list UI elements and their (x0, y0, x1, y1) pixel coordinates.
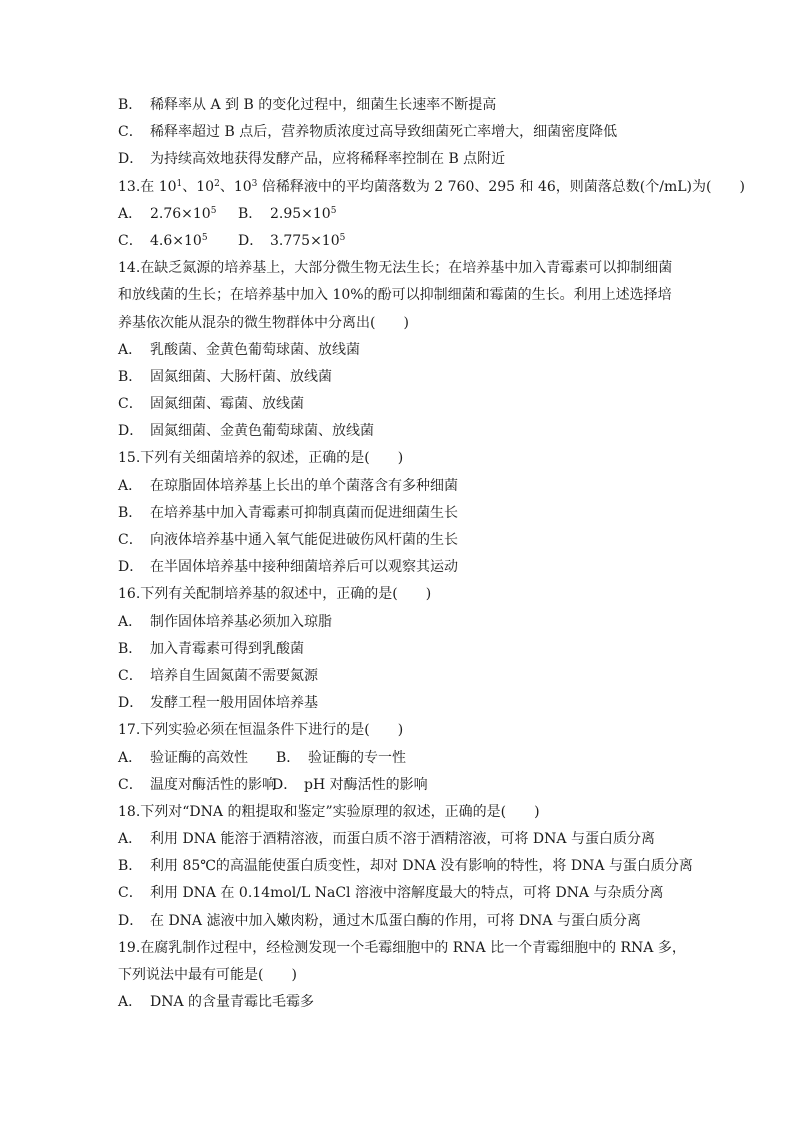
option-value: $3.775\times 10^5$ (270, 232, 346, 249)
q18-stem: 18.下列对“DNA 的粗提取和鉴定”实验原理的叙述，正确的是( ) (118, 803, 540, 820)
q14-stem-line: 14.在缺乏氮源的培养基上，大部分微生物无法生长；在培养基中加入青霉素可以抑制细菌 (118, 260, 673, 277)
q16-option-d: D． 发酵工程一般用固体培养基 (118, 695, 318, 712)
q13-options-cd (118, 228, 688, 255)
option-label: B． (238, 205, 263, 222)
q15-option-c: C． 向液体培养基中通入氧气能促进破伤风杆菌的生长 (118, 532, 458, 548)
q12-option-b (118, 92, 688, 119)
q14-option-b: B． 固氮细菌、大肠杆菌、放线菌 (118, 368, 332, 385)
q15-option-b: B． 在培养基中加入青霉素可抑制真菌而促进细菌生长 (118, 504, 458, 521)
q18-option-a: A． 利用 DNA 能溶于酒精溶液，而蛋白质不溶于酒精溶液，可将 DNA 与蛋白质分离 (118, 831, 655, 848)
q12-option-d (118, 146, 688, 173)
option-text: 稀释率从 A 到 B 的变化过程中，细菌生长速率不断提高 (150, 97, 497, 113)
q14-option-c: C． 固氮细菌、霉菌、放线菌 (118, 396, 304, 413)
option-label: D． (238, 232, 264, 249)
q16-stem: 16.下列有关配制培养基的叙述中，正确的是( ) (118, 586, 432, 603)
q18-option-c: C． 利用 DNA 在 0.14mol/L NaCl 溶液中溶解度最大的特点，可将 DNA 与杂质分离 (118, 885, 664, 902)
q14-stem-line: 养基依次能从混杂的微生物群体中分离出( ) (118, 314, 409, 331)
option-label: A． (118, 205, 143, 222)
option-text: 为持续高效地获得发酵产品，应将稀释率控制在 B 点附近 (150, 151, 506, 168)
q15-option-a: A． 在琼脂固体培养基上长出的单个菌落含有多种细菌 (118, 477, 458, 494)
q16-option-c: C． 培养自生固氮菌不需要氮源 (118, 667, 318, 684)
q18-option-d: D． 在 DNA 滤液中加入嫩肉粉，通过木瓜蛋白酶的作用，可将 DNA 与蛋白质分离 (118, 912, 641, 929)
q17-stem: 17.下列实验必须在恒温条件下进行的是( ) (118, 722, 404, 739)
q15-stem: 15.下列有关细菌培养的叙述，正确的是( ) (118, 450, 404, 467)
option-label: B． (118, 97, 143, 113)
option-label: C． (118, 124, 143, 141)
q13-stem: 13.在 $10^1$、$10^2$、$10^3$ 倍稀释液中的平均菌落数为 2 760、295 和 46，则菌落总数(个/mL)为( ) (118, 178, 745, 195)
q12-option-c (118, 119, 688, 146)
option-value: $2.76\times 10^5$ (150, 205, 217, 222)
q13-options-ab (118, 201, 688, 228)
option-value: $4.6\times 10^5$ (150, 232, 208, 249)
q18-option-b: B． 利用 85℃的高温能使蛋白质变性，却对 DNA 没有影响的特性，将 DNA 与蛋白质分离 (118, 858, 693, 875)
q15-option-d: D． 在半固体培养基中接种细菌培养后可以观察其运动 (118, 559, 458, 576)
option-label: D． (118, 151, 144, 168)
q16-option-b: B． 加入青霉素可得到乳酸菌 (118, 640, 304, 657)
q19-option-a: A． DNA 的含量青霉比毛霉多 (118, 994, 315, 1011)
q19-stem-line: 19.在腐乳制作过程中，经检测发现一个毛霉细胞中的 RNA 比一个青霉细胞中的 RNA 多， (118, 939, 686, 956)
option-text: 稀释率超过 B 点后，营养物质浓度过高导致细菌死亡率增大，细菌密度降低 (150, 124, 618, 141)
q14-stem-line: 和放线菌的生长；在培养基中加入 10%的酚可以抑制细菌和霉菌的生长。利用上述选择培 (118, 287, 672, 304)
q17-options-ab: A． 验证酶的高效性 B． 验证酶的专一性 (118, 749, 406, 766)
q16-option-a: A． 制作固体培养基必须加入琼脂 (118, 613, 332, 630)
exam-page (118, 92, 745, 1016)
option-label: C． (118, 232, 143, 249)
q17-options-cd: C． 温度对酶活性的影响D． pH 对酶活性的影响 (118, 776, 428, 793)
q14-option-a: A． 乳酸菌、金黄色葡萄球菌、放线菌 (118, 341, 360, 358)
q19-stem-line: 下列说法中最有可能是( ) (118, 967, 297, 983)
q14-option-d: D． 固氮细菌、金黄色葡萄球菌、放线菌 (118, 423, 374, 440)
option-value: $2.95\times 10^5$ (270, 205, 337, 222)
